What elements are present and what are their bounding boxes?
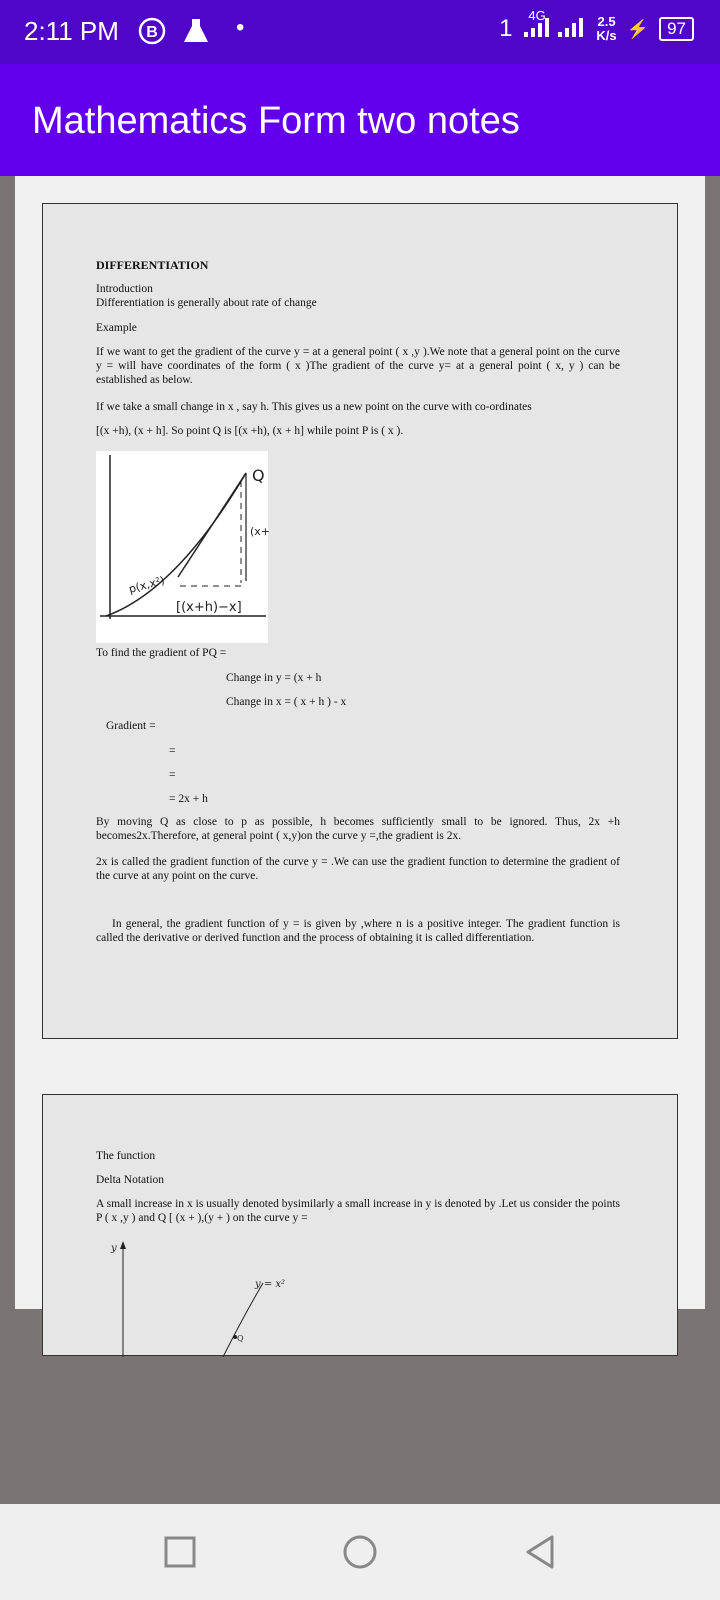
net-speed: [596, 15, 616, 43]
back-triangle-icon: [520, 1532, 560, 1572]
find-gradient-text: To find the gradient of PQ =: [96, 647, 227, 659]
notification-b-icon: [137, 16, 167, 51]
circle-icon: [340, 1532, 380, 1572]
speed-unit: K/s: [596, 28, 617, 43]
page2-paragraph-1: A small increase in x is usually denoted bysimilarly a small increase in y is denoted by .Let us consider the points P ( x ,y ) and Q [ (x + ),(y + ) on the curve y =: [96, 1198, 620, 1224]
figure-q-label: Q: [252, 466, 265, 485]
charging-icon: ⚡: [626, 18, 650, 39]
equation-line-1: =: [169, 745, 176, 757]
curve-figure: [96, 451, 271, 643]
example-label: Example: [96, 322, 137, 334]
flask-icon: [181, 16, 211, 51]
gradient-label: Gradient =: [106, 720, 156, 732]
sim-number: 1: [499, 15, 513, 42]
figure-x-label: (x+: [250, 525, 271, 538]
paragraph-2: If we take a small change in x , say h. This gives us a new point on the curve with co-ordinates: [96, 401, 532, 413]
delta-figure: [103, 1237, 343, 1357]
square-icon: [160, 1532, 200, 1572]
paragraph-6: In general, the gradient function of y = is given by ,where n is a positive integer. The gradient function is called the derivative or derived function and the process of obtaining it is called differentiation.: [96, 918, 620, 944]
battery-level: 97: [659, 17, 694, 41]
equation-line-3: = 2x + h: [169, 793, 208, 805]
paragraph-4: By moving Q as close to p as possible, h becomes sufficiently small to be ignored. Thus, 2x +h becomes2x.Therefore, at general point ( x,y)on the curve y =,the gradient is 2x.: [96, 816, 620, 842]
curve-label: y = x²: [255, 1279, 286, 1290]
change-in-x: Change in x = ( x + h ) - x: [226, 696, 347, 708]
figure-p-label: p(x,x²): [127, 573, 167, 596]
dot-icon: •: [236, 14, 245, 41]
status-bar: [0, 0, 720, 64]
equation-line-2: =: [169, 769, 176, 781]
recent-apps-button[interactable]: [160, 1532, 200, 1572]
home-button[interactable]: [340, 1532, 380, 1572]
document-page-1: [42, 203, 678, 1039]
delta-notation-label: Delta Notation: [96, 1174, 165, 1186]
app-title: Mathematics Form two notes: [32, 100, 520, 142]
status-time: 2:11 PM: [24, 16, 119, 46]
speed-value: 2.5: [597, 14, 616, 29]
notification-b-text: B: [146, 24, 158, 41]
the-function-label: The function: [96, 1150, 156, 1162]
paragraph-5: 2x is called the gradient function of the curve y = .We can use the gradient function to determine the gradient of the curve at any point on the curve.: [96, 856, 620, 882]
paragraph-1: If we want to get the gradient of the curve y = at a general point ( x ,y ).We note that a general point on the curve y = will have coordinates of the form ( x )The gradient of the curve y= at a general point ( x, y ) can be established as below.: [96, 346, 620, 386]
pdf-viewer[interactable]: [15, 176, 705, 1343]
status-right: [499, 8, 694, 44]
page-heading: DIFFERENTIATION: [96, 258, 209, 272]
app-bar: [0, 64, 720, 176]
navigation-bar: [0, 1504, 720, 1600]
axis-y-label: y: [111, 1243, 117, 1254]
back-button[interactable]: [520, 1532, 560, 1572]
figure-bracket-label: [(x+h)−x]: [176, 600, 242, 615]
change-in-y: Change in y = (x + h: [226, 672, 322, 684]
intro-title: Introduction: [96, 283, 153, 295]
point-q-label: Q: [237, 1334, 244, 1343]
document-page-2: [42, 1094, 678, 1356]
intro-text: Differentiation is generally about rate of change: [96, 297, 317, 309]
signal-icon: [522, 8, 586, 44]
paragraph-3: [(x +h), (x + h]. So point Q is [(x +h), (x + h] while point P is ( x ).: [96, 425, 404, 437]
network-type: 4G: [528, 8, 546, 23]
